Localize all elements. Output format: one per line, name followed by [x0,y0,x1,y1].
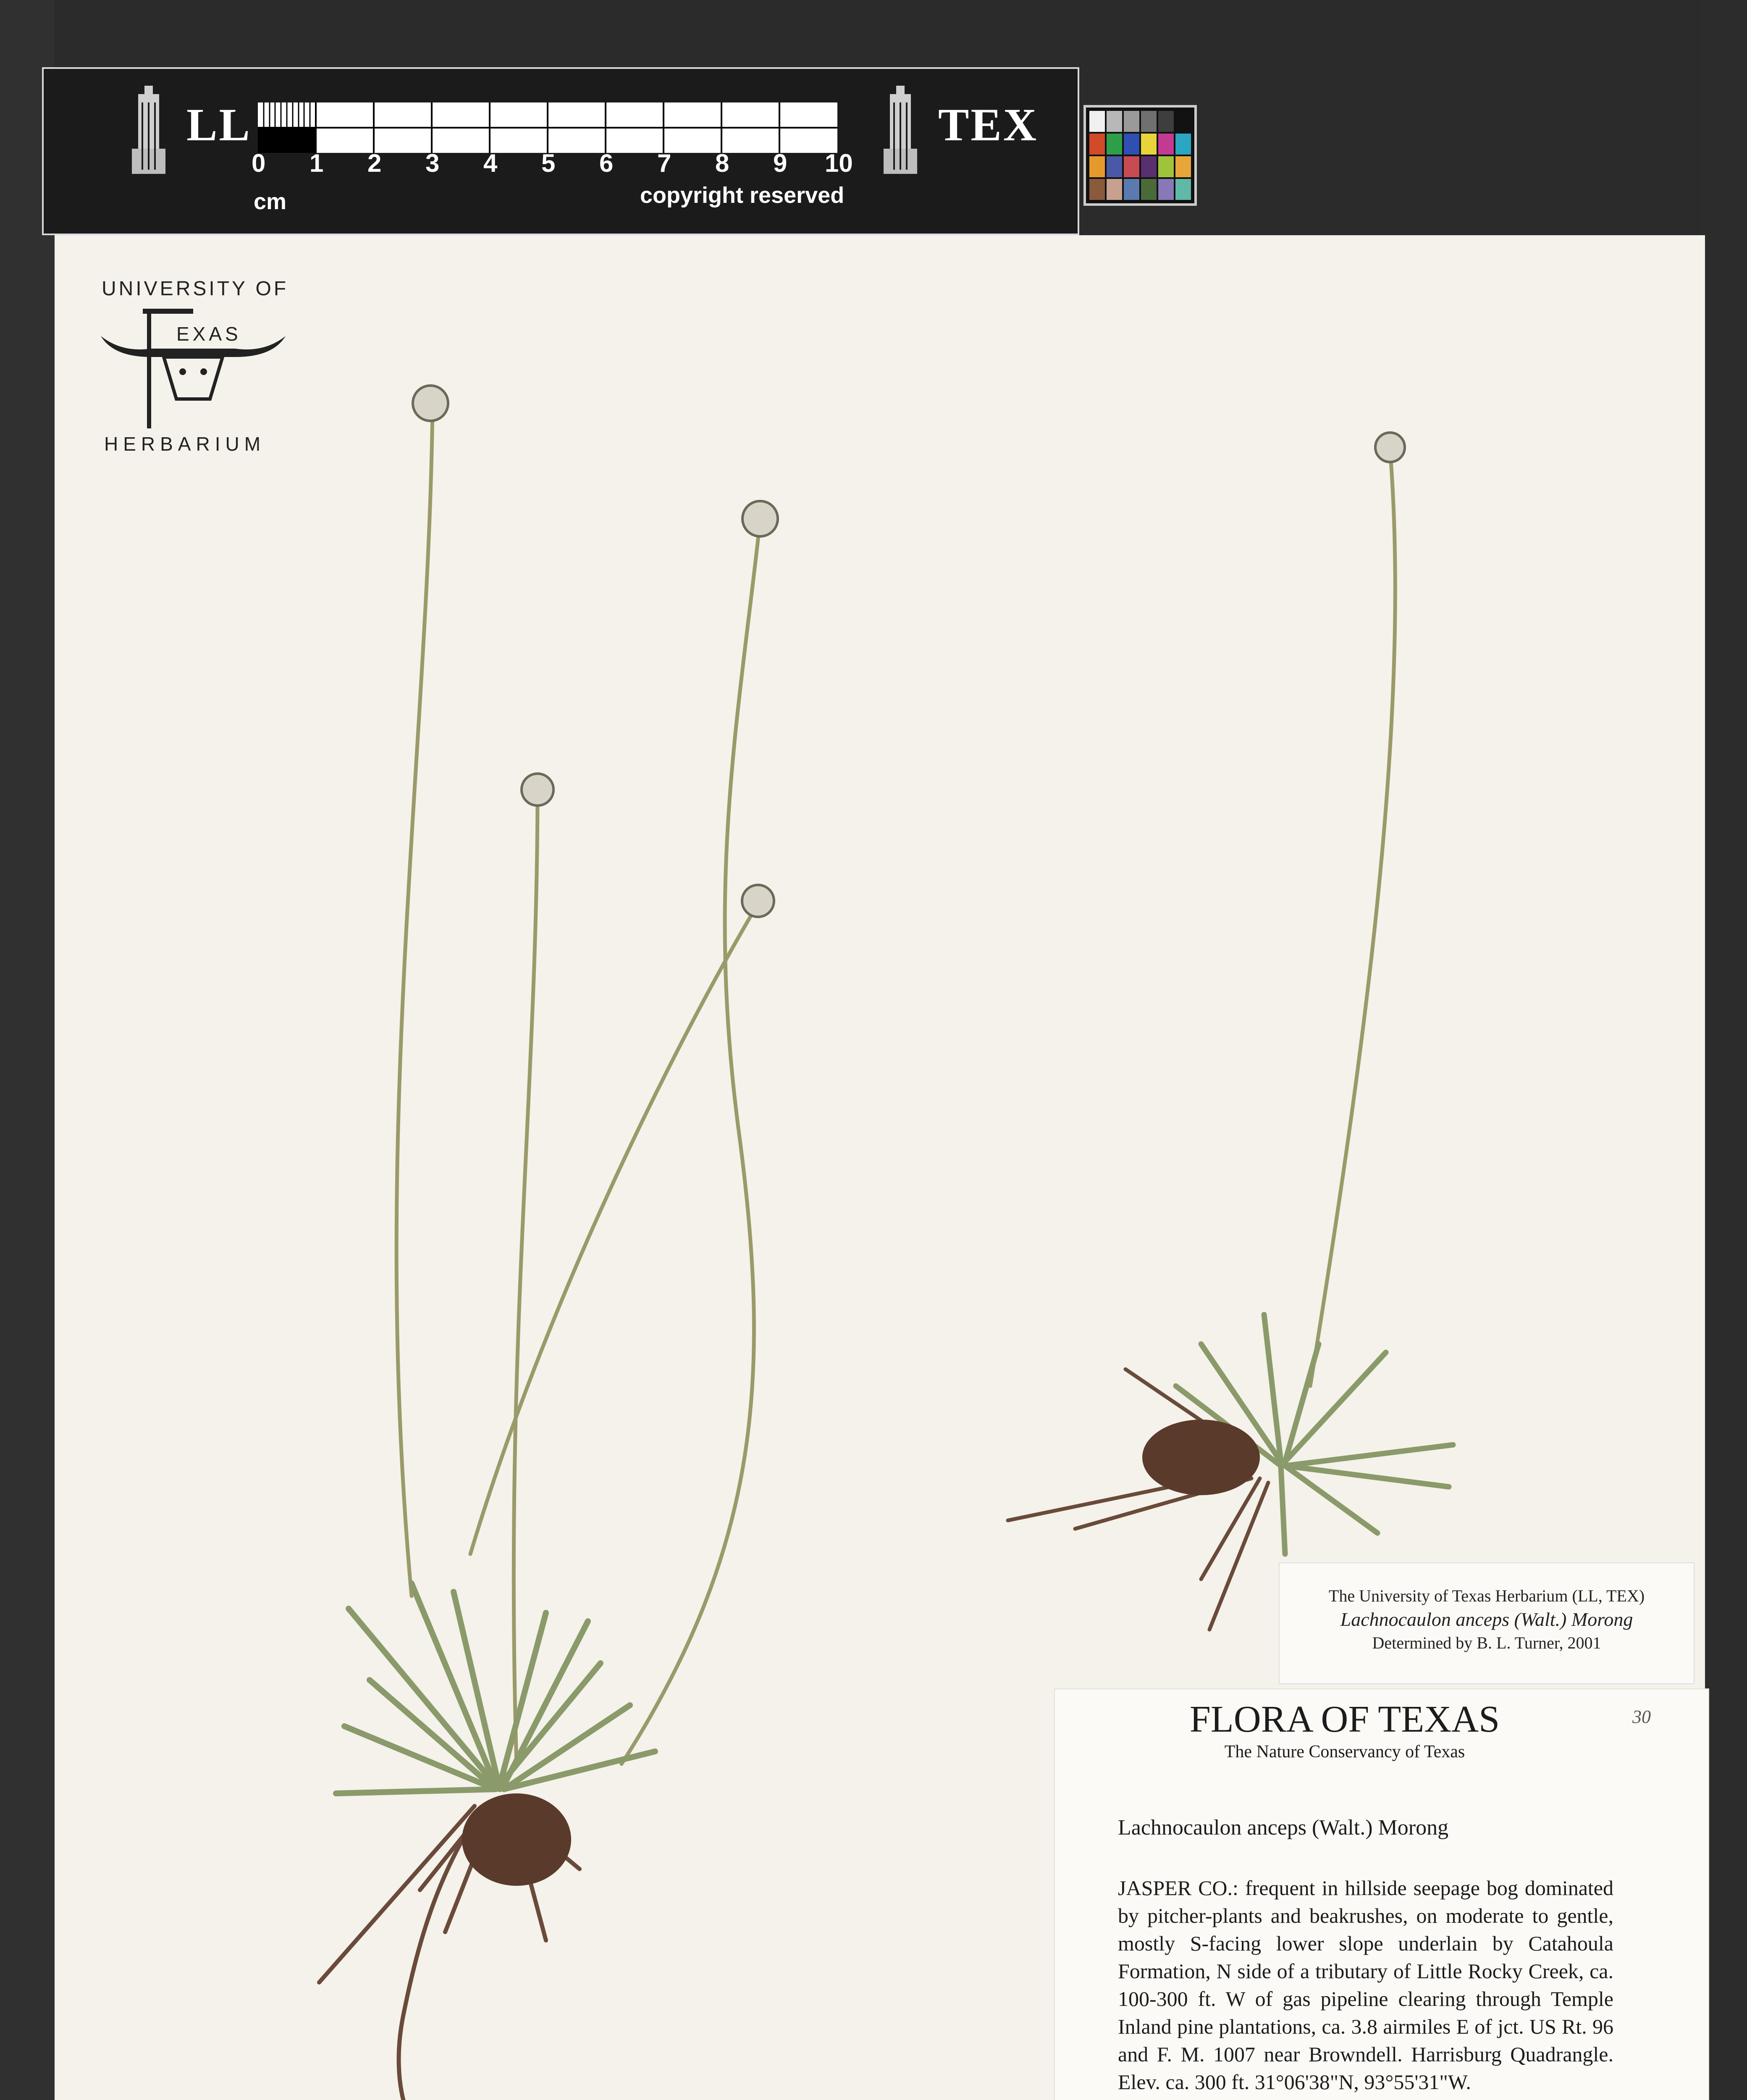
flower-stalk [396,407,433,1596]
right-roots [1008,1369,1268,1630]
tex-logo-text: TEX [938,99,1039,150]
ruler-number: 0 [252,149,266,177]
ruler-number: 10 [825,149,853,177]
ruler-number: 5 [541,149,556,177]
logo-top-text: UNIVERSITY OF [102,278,289,300]
flower-head [522,774,553,806]
logo-middle-text: EXAS [176,323,241,345]
copyright-text: copyright reserved [640,183,845,208]
logo-bottom-text: HERBARIUM [104,433,266,455]
label-title: FLORA OF TEXAS [1189,1698,1500,1740]
determination-label [1279,1562,1695,1684]
ruler-number: 7 [657,149,672,177]
ruler-number: 1 [310,149,324,177]
flower-stalk [622,521,760,1764]
det-determiner: Determined by B. L. Turner, 2001 [1372,1633,1601,1652]
flower-stalk [514,790,538,1764]
flower-head [742,885,774,917]
left-roots [319,1793,580,2100]
ruler-number: 4 [483,149,498,177]
flower-stalk [1310,449,1395,1386]
ruler-number: 6 [599,149,614,177]
collection-label [1054,1688,1709,2100]
flower-head [742,501,778,536]
ruler-unit: cm [254,189,287,214]
label-subtitle: The Nature Conservancy of Texas [1224,1742,1465,1761]
det-institution: The University of Texas Herbarium (LL, TEX) [1328,1586,1645,1605]
det-taxon: Lachnocaulon anceps (Walt.) Morong [1340,1609,1633,1630]
ruler-number: 3 [425,149,440,177]
flower-head [1375,433,1405,462]
left-rosette-leaves [336,1583,655,1793]
label-locality: JASPER CO.: frequent in hillside seepage bog dominated by pitcher-plants and beakrushes, on moderate to gentle, mostly S-facing lower slope underlain by Catahoula Formation, N side of a tributary of Little Rocky Creek, ca. 100-300 ft. W of gas pipeline clearing through Temple Inland pine plantations, ca. 3.8 airmiles E of jct. US Rt. 96 and F. M. 1007 near Browndell. Harrisburg Quadrangle. Elev. ca. 300 ft. 31°06'38"N, 93°55'31"W. [1118,1876,1613,2094]
ruler-number: 2 [367,149,382,177]
ruler-number: 8 [715,149,729,177]
flower-head [413,386,448,421]
label-taxon: Lachnocaulon anceps (Walt.) Morong [1118,1816,1449,1840]
ruler-number: 9 [773,149,787,177]
label-corner-number: 30 [1632,1706,1651,1727]
ll-logo-text: LL [186,99,252,150]
